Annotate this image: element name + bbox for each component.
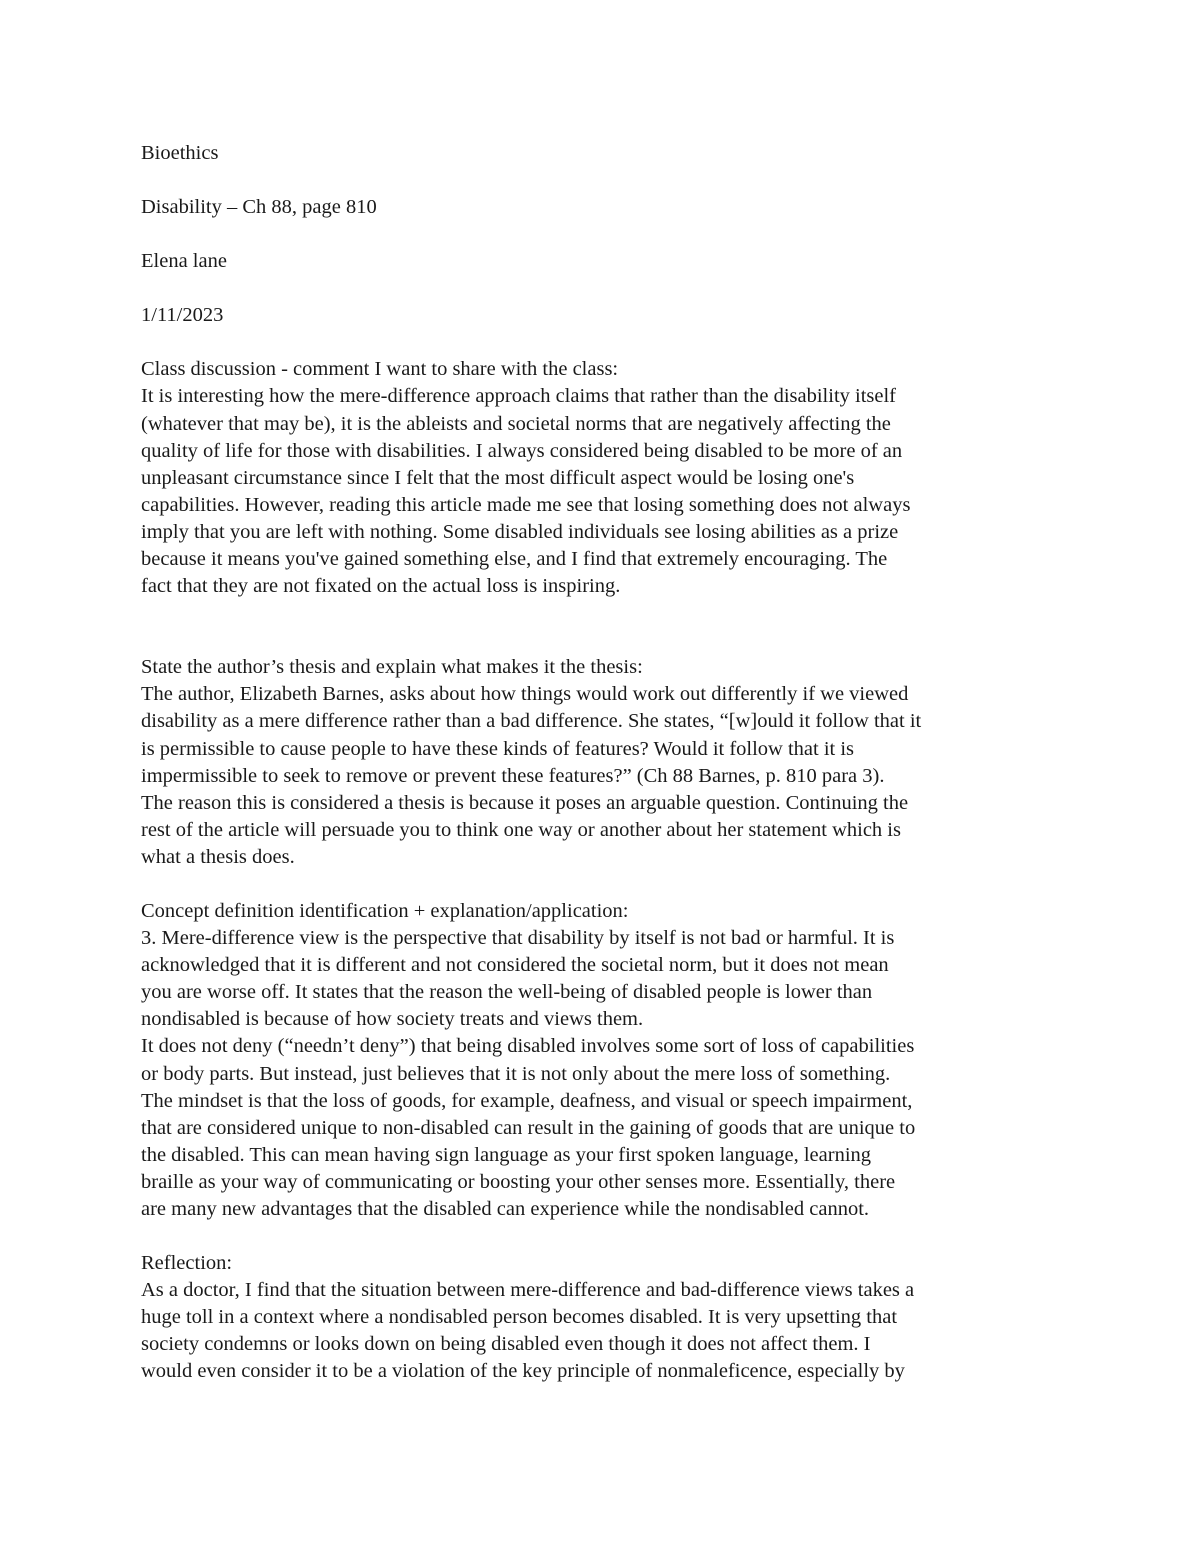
paragraph-line: The reason this is considered a thesis is because it poses an arguable question. Continuing the — [141, 791, 909, 814]
spacer — [141, 1223, 1061, 1250]
paragraph-line: quality of life for those with disabilities. I always considered being disabled to be more of an — [141, 439, 903, 462]
author-name: Elena lane — [141, 250, 227, 273]
section-heading: State the author’s thesis and explain what makes it the thesis: — [141, 656, 643, 679]
spacer — [141, 221, 1061, 248]
section-thesis — [141, 654, 1061, 871]
section-heading: Concept definition identification + explanation/application: — [141, 899, 629, 922]
paragraph-line: nondisabled is because of how society treats and views them. — [141, 1008, 644, 1031]
paragraph-line: It does not deny (“needn’t deny”) that being disabled involves some sort of loss of capabilities — [141, 1035, 915, 1058]
paragraph-line: huge toll in a context where a nondisabled person becomes disabled. It is very upsetting that — [141, 1306, 898, 1329]
paragraph-line: The mindset is that the loss of goods, for example, deafness, and visual or speech impairment, — [141, 1089, 913, 1112]
spacer — [141, 275, 1061, 302]
paragraph-line: impermissible to seek to remove or prevent these features?” (Ch 88 Barnes, p. 810 para 3). — [141, 764, 885, 787]
paragraph-line: you are worse off. It states that the reason the well-being of disabled people is lower than — [141, 981, 873, 1004]
paragraph-line: are many new advantages that the disabled can experience while the nondisabled cannot. — [141, 1198, 870, 1220]
section-reflection — [141, 1250, 1061, 1385]
paragraph-line: (whatever that may be), it is the ableists and societal norms that are negatively affecting the — [141, 412, 891, 435]
paragraph-line: fact that they are not fixated on the actual loss is inspiring. — [141, 575, 621, 598]
document-body — [141, 140, 1061, 1386]
spacer — [141, 871, 1061, 898]
paragraph-line: The author, Elizabeth Barnes, asks about how things would work out differently if we viewed — [141, 683, 909, 706]
spacer — [141, 167, 1061, 194]
paragraph-line: society condemns or looks down on being disabled even though it does not affect them. I — [141, 1333, 871, 1356]
spacer — [141, 600, 1061, 654]
spacer — [141, 329, 1061, 356]
section-discussion — [141, 356, 1061, 600]
paragraph-line: 3. Mere-difference view is the perspective that disability by itself is not bad or harmful. It is — [141, 927, 895, 950]
paragraph-line: braille as your way of communicating or boosting your other senses more. Essentially, there — [141, 1170, 896, 1193]
paragraph-line: imply that you are left with nothing. Some disabled individuals see losing abilities as a prize — [141, 520, 899, 543]
paragraph-line: disability as a mere difference rather than a bad difference. She states, “[w]ould it follow that it — [141, 710, 922, 733]
section-concept — [141, 898, 1061, 1223]
section-heading: Class discussion - comment I want to share with the class: — [141, 358, 619, 381]
paragraph-line: the disabled. This can mean having sign language as your first spoken language, learning — [141, 1143, 872, 1166]
document-date: 1/11/2023 — [141, 304, 224, 327]
paragraph-line: because it means you've gained something else, and I find that extremely encouraging. The — [141, 548, 888, 571]
paragraph-line: As a doctor, I find that the situation between mere-difference and bad-difference views takes a — [141, 1279, 915, 1302]
section-heading: Reflection: — [141, 1252, 233, 1275]
paragraph-line: unpleasant circumstance since I felt that the most difficult aspect would be losing one's — [141, 466, 855, 489]
paragraph-line: what a thesis does. — [141, 845, 295, 868]
paragraph-line: is permissible to cause people to have these kinds of features? Would it follow that it is — [141, 737, 855, 760]
paragraph-line: acknowledged that it is different and not considered the societal norm, but it does not mean — [141, 954, 889, 977]
reading-reference: Disability – Ch 88, page 810 — [141, 196, 377, 219]
paragraph-line: capabilities. However, reading this article made me see that losing something does not always — [141, 493, 911, 516]
course-title: Bioethics — [141, 142, 219, 164]
paragraph-line: would even consider it to be a violation of the key principle of nonmaleficence, especially by — [141, 1360, 905, 1383]
paragraph-line: or body parts. But instead, just believes that it is not only about the mere loss of something. — [141, 1062, 891, 1085]
paragraph-line: rest of the article will persuade you to think one way or another about her statement which is — [141, 818, 901, 841]
paragraph-line: It is interesting how the mere-difference approach claims that rather than the disability itself — [141, 385, 897, 408]
paragraph-line: that are considered unique to non-disabled can result in the gaining of goods that are unique to — [141, 1116, 916, 1139]
